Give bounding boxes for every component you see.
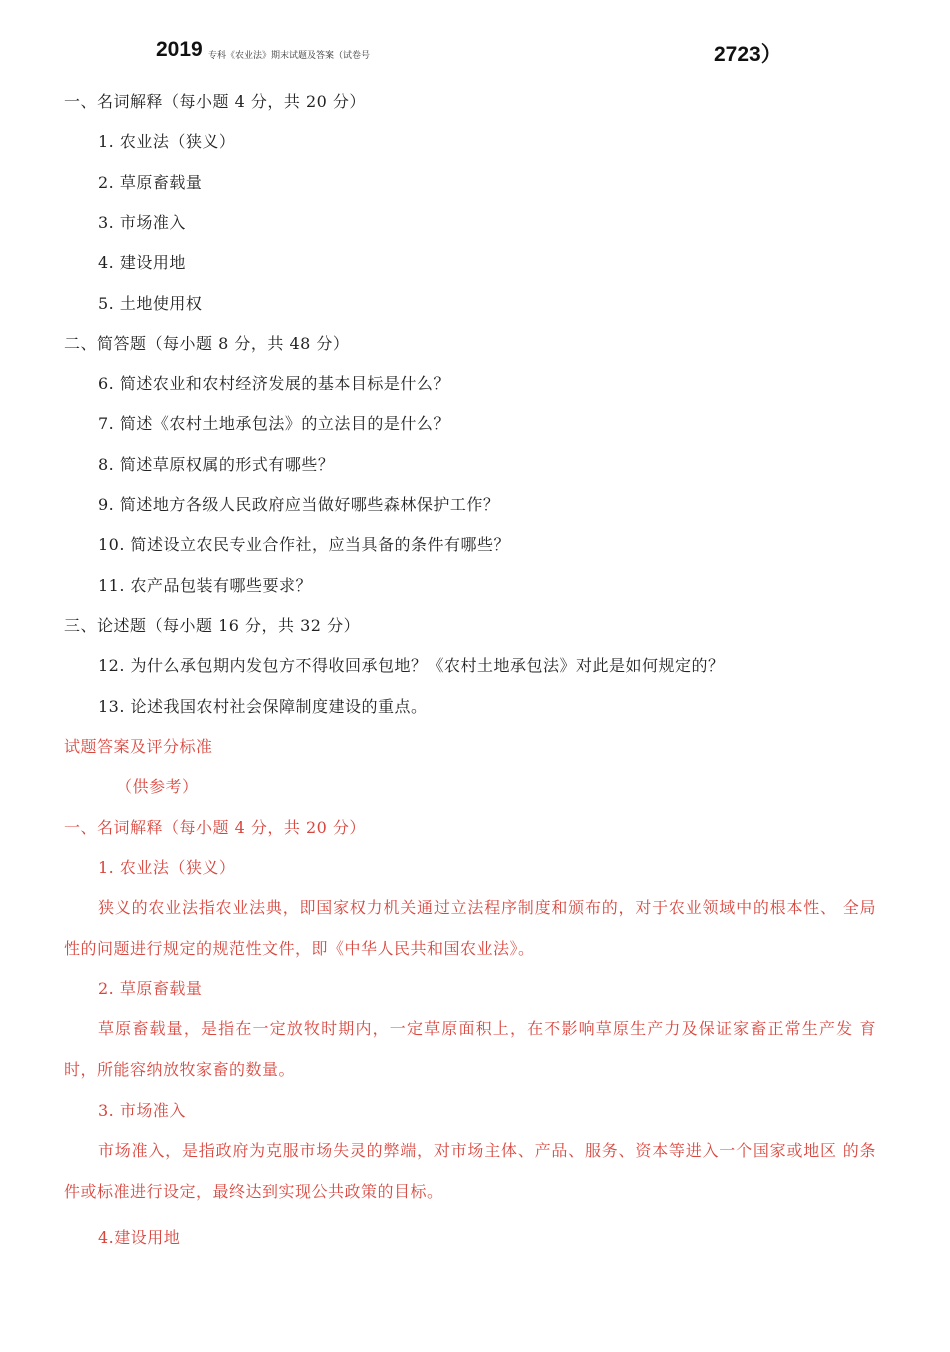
answers-note: （供参考）	[116, 777, 199, 796]
answer-label: 4.建设用地	[98, 1228, 181, 1247]
answer-label: 3. 市场准入	[98, 1101, 186, 1120]
question-item: 5. 土地使用权	[98, 294, 203, 313]
header-title: 专科《农业法》期末试题及答案（试卷号	[208, 51, 371, 61]
header-paper-code: 2723）	[714, 43, 782, 66]
section2-heading: 二、简答题（每小题 8 分，共 48 分）	[64, 334, 350, 353]
answers-title: 试题答案及评分标准	[64, 737, 213, 756]
question-item: 4. 建设用地	[98, 253, 186, 272]
section1-heading: 一、名词解释（每小题 4 分，共 20 分）	[64, 92, 366, 111]
page-header	[156, 38, 796, 68]
answer-text: 草原畜载量，是指在一定放牧时期内，一定草原面积上，在不影响草原生产力及保证家畜正常生产发 育时，所能容纳放牧家畜的数量。	[64, 1019, 876, 1079]
question-item: 6. 简述农业和农村经济发展的基本目标是什么？	[98, 374, 450, 393]
question-item: 3. 市场准入	[98, 213, 186, 232]
question-item: 1. 农业法（狭义）	[98, 132, 236, 151]
question-item: 12. 为什么承包期内发包方不得收回承包地？《农村土地承包法》对此是如何规定的？	[98, 656, 725, 675]
answer-label: 2. 草原畜载量	[98, 979, 203, 998]
question-item: 9. 简述地方各级人民政府应当做好哪些森林保护工作？	[98, 495, 500, 514]
question-item: 8. 简述草原权属的形式有哪些？	[98, 455, 335, 474]
question-item: 13. 论述我国农村社会保障制度建设的重点。	[98, 697, 428, 716]
answer-label: 1. 农业法（狭义）	[98, 858, 236, 877]
answer-text: 市场准入，是指政府为克服市场失灵的弊端，对市场主体、产品、服务、资本等进入一个国家或地区 的条件或标准进行设定，最终达到实现公共政策的目标。	[64, 1141, 876, 1201]
answer-text: 狭义的农业法指农业法典，即国家权力机关通过立法程序制度和颁布的，对于农业领域中的根本性、 全局性的问题进行规定的规范性文件，即《中华人民共和国农业法》。	[64, 898, 876, 958]
section3-heading: 三、论述题（每小题 16 分，共 32 分）	[64, 616, 361, 635]
question-item: 10. 简述设立农民专业合作社，应当具备的条件有哪些？	[98, 535, 511, 554]
question-item: 11. 农产品包装有哪些要求？	[98, 576, 313, 595]
header-year: 2019	[156, 38, 203, 61]
question-item: 7. 简述《农村土地承包法》的立法目的是什么？	[98, 414, 450, 433]
answers-section1-heading: 一、名词解释（每小题 4 分，共 20 分）	[64, 818, 366, 837]
question-item: 2. 草原畜载量	[98, 173, 203, 192]
